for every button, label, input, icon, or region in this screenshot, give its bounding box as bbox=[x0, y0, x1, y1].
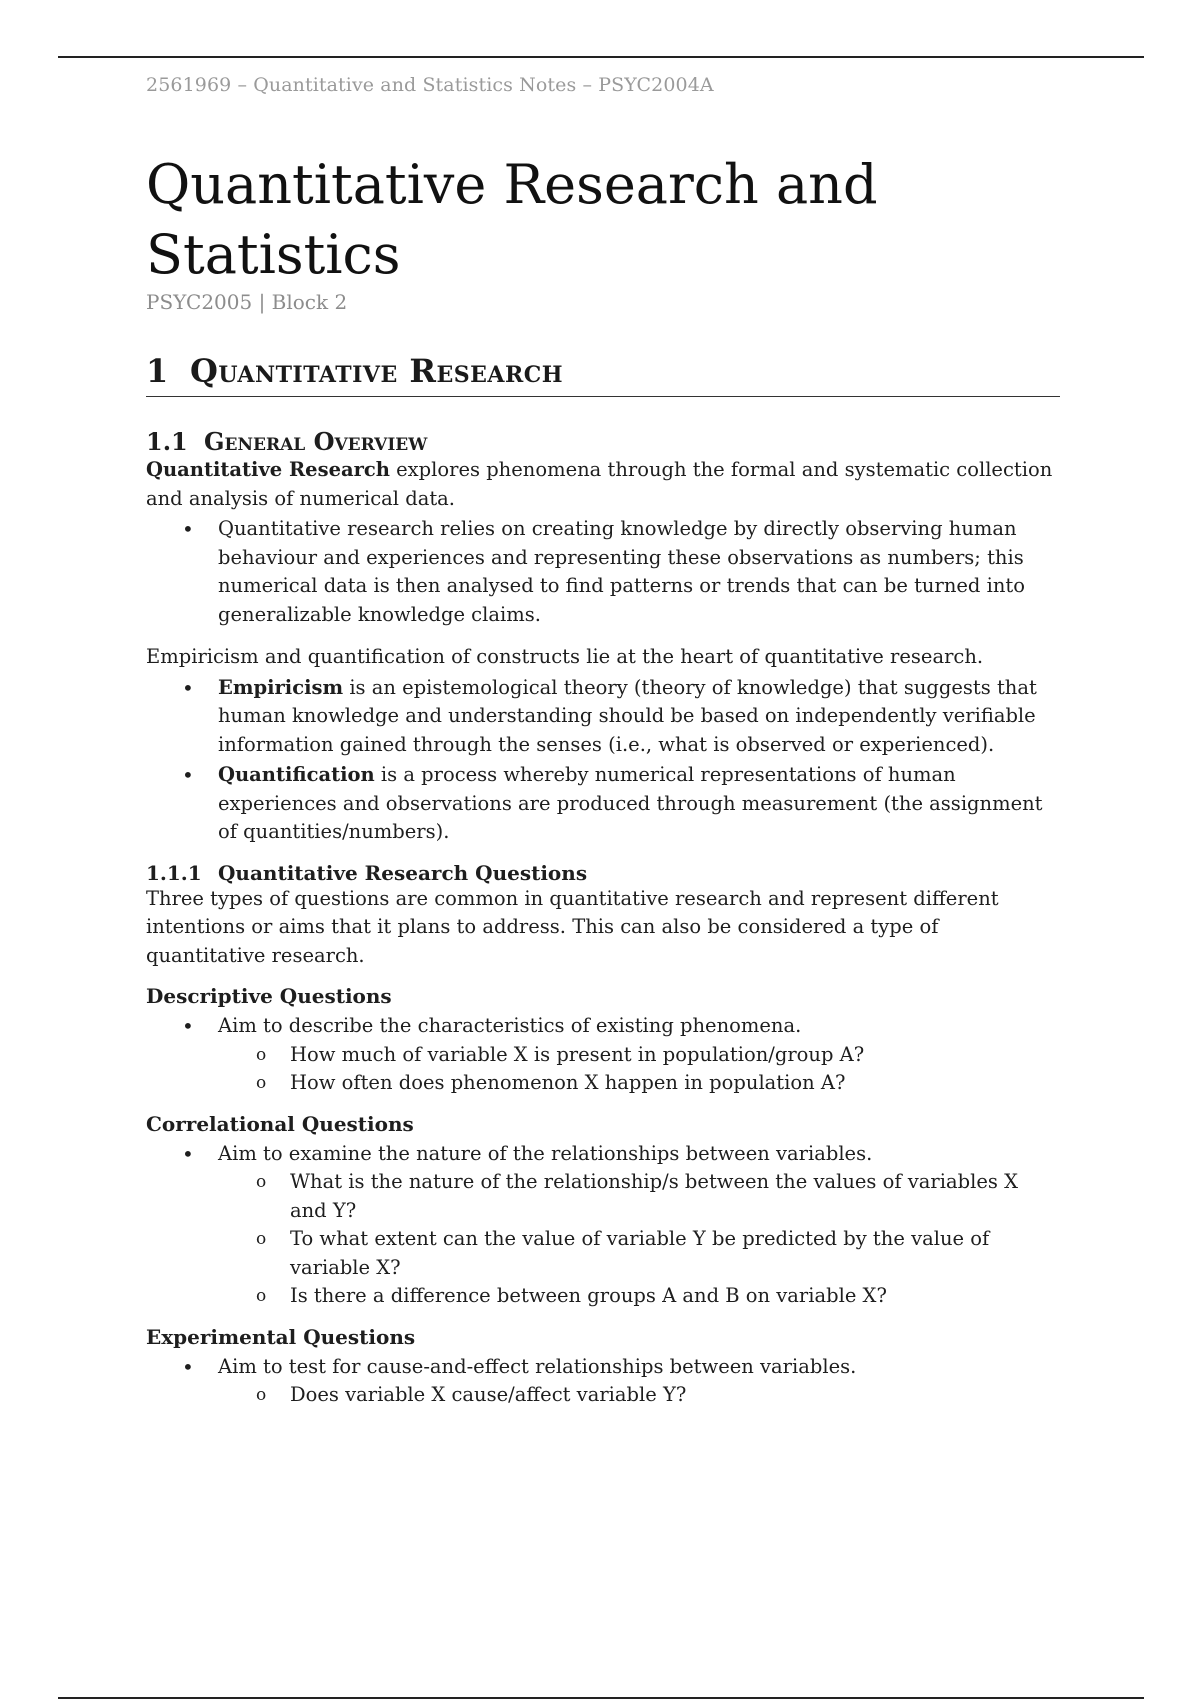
header-rule bbox=[58, 56, 1144, 58]
correlational-list bbox=[146, 1140, 1060, 1311]
term-quantification: Quantification bbox=[218, 763, 375, 786]
list-item: • Quantitative research relies on creating knowledge by directly observing human behaviour and experiences and representing these observations as numbers; this numerical data is then analysed to find patterns or trends that can be turned into generalizable knowledge claims. bbox=[218, 515, 1060, 629]
aim-text: Aim to examine the nature of the relationships between variables. bbox=[218, 1141, 873, 1165]
overview-intro bbox=[146, 456, 1060, 513]
definitions-bullets bbox=[146, 674, 1060, 847]
example-item: o What is the nature of the relationship/s between the values of variables X and Y? bbox=[290, 1168, 1060, 1225]
questions-intro: Three types of questions are common in quantitative research and represent different intentions or aims that it plans to address. This can also be considered a type of quantitative research. bbox=[146, 886, 999, 967]
experimental-list bbox=[146, 1353, 1060, 1410]
section-heading-1-1-1 bbox=[146, 861, 1060, 885]
section-title: General Overview bbox=[204, 427, 428, 456]
example-item: o To what extent can the value of variable Y be predicted by the value of variable X? bbox=[290, 1225, 1060, 1282]
aim-text: Aim to describe the characteristics of existing phenomena. bbox=[218, 1014, 802, 1037]
document-subtitle: PSYC2005 | Block 2 bbox=[146, 290, 348, 314]
list-item bbox=[218, 1353, 1060, 1410]
list-item bbox=[218, 1140, 1060, 1311]
experimental-heading: Experimental Questions bbox=[146, 1324, 416, 1349]
examples-list bbox=[218, 1168, 1060, 1311]
term-empiricism: Empiricism bbox=[218, 675, 344, 699]
footer-rule bbox=[58, 1697, 1144, 1699]
definition-text: is a process whereby numerical representations of human experiences and observations are produced through measurement (the assignment of quantities/numbers). bbox=[218, 763, 1043, 843]
document-title bbox=[146, 150, 1060, 290]
section-title: Quantitative Research bbox=[190, 352, 564, 390]
list-item-quantification bbox=[218, 761, 1060, 847]
page-header: 2561969 – Quantitative and Statistics Notes – PSYC2004A bbox=[146, 74, 714, 96]
title-line-2: Statistics bbox=[146, 223, 401, 286]
term-quantitative-research: Quantitative Research bbox=[146, 458, 390, 481]
section-heading-1-1 bbox=[146, 427, 1060, 456]
document-body bbox=[146, 150, 1060, 1412]
list-item bbox=[218, 1012, 1060, 1098]
descriptive-heading: Descriptive Questions bbox=[146, 984, 392, 1008]
section-number: 1 bbox=[146, 352, 169, 390]
example-item: o How often does phenomenon X happen in population A? bbox=[290, 1069, 1060, 1098]
examples-list bbox=[218, 1041, 1060, 1098]
section-number: 1.1.1 bbox=[146, 860, 202, 885]
section-number: 1.1 bbox=[146, 427, 188, 456]
intro-text: explores phenomena through the formal and systematic collection and analysis of numerical data. bbox=[146, 458, 1053, 510]
title-line-1: Quantitative Research and bbox=[146, 153, 878, 216]
examples-list bbox=[218, 1381, 1060, 1410]
section-title: Quantitative Research Questions bbox=[218, 860, 588, 885]
descriptive-list bbox=[146, 1012, 1060, 1098]
correlational-heading: Correlational Questions bbox=[146, 1111, 414, 1136]
aim-text: Aim to test for cause-and-effect relationships between variables. bbox=[218, 1354, 857, 1378]
empiricism-intro: Empiricism and quantification of constructs lie at the heart of quantitative research. bbox=[146, 645, 984, 668]
list-item-empiricism bbox=[218, 674, 1060, 760]
example-item: o Does variable X cause/affect variable Y? bbox=[290, 1381, 1060, 1410]
definition-text: is an epistemological theory (theory of knowledge) that suggests that human knowledge and understanding should be based on independently verifiable information gained through the senses (i.e., what is observed or experienced). bbox=[218, 675, 1037, 756]
example-item: o Is there a difference between groups A and B on variable X? bbox=[290, 1282, 1060, 1311]
overview-bullets bbox=[146, 515, 1060, 629]
section-heading-1 bbox=[146, 352, 1060, 397]
example-item: o How much of variable X is present in population/group A? bbox=[290, 1041, 1060, 1070]
